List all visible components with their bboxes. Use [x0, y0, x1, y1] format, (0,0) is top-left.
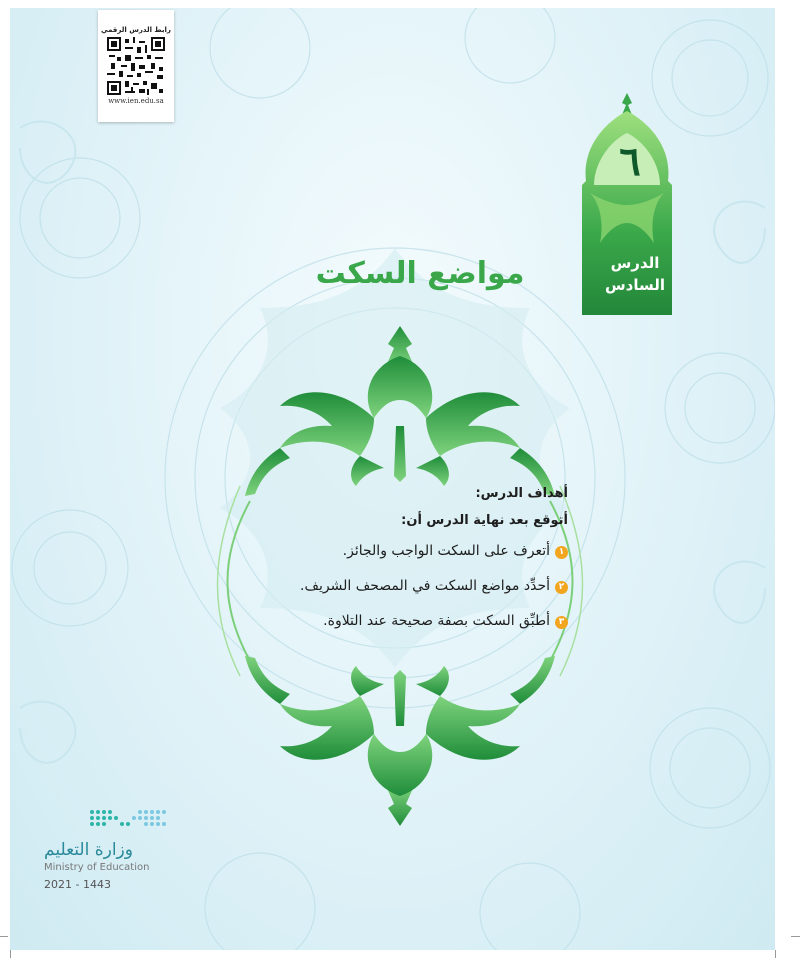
ministry-of-education-logo-icon [36, 806, 186, 840]
ministry-name-arabic: وزارة التعليم [44, 840, 133, 860]
lesson-goals [250, 486, 568, 647]
lesson-label-line2: السادس [604, 276, 666, 294]
goal-item [250, 577, 568, 595]
goal-text: أطبِّق السكت بصفة صحيحة عند التلاوة. [323, 613, 550, 629]
lesson-label-line1: الدرس [610, 254, 660, 272]
goal-number-badge: ٢ [555, 581, 568, 594]
ministry-name-english: Ministry of Education [44, 862, 150, 873]
lesson-title: مواضع السكت [315, 256, 525, 291]
goal-text: أحدِّد مواضع السكت في المصحف الشريف. [300, 578, 550, 594]
goal-number-badge: ١ [555, 546, 568, 559]
goal-item [250, 542, 568, 560]
crop-mark [0, 936, 8, 937]
crop-mark [10, 950, 11, 958]
goals-heading: أهداف الدرس: [475, 486, 568, 501]
goal-number-badge: ٣ [555, 616, 568, 629]
crop-mark [791, 936, 800, 937]
goal-text: أتعرف على السكت الواجب والجائز. [342, 543, 550, 559]
goal-item [250, 612, 568, 630]
lesson-number: ٦ [619, 138, 641, 185]
crop-mark [775, 950, 776, 958]
digital-lesson-qr-card[interactable] [98, 10, 174, 122]
edition-year: 2021 - 1443 [44, 878, 111, 891]
lesson-label [590, 252, 680, 296]
goals-subheading: أتوقع بعد نهاية الدرس أن: [401, 513, 568, 528]
qr-url[interactable]: www.ien.edu.sa [108, 97, 164, 105]
qr-title: رابط الدرس الرقمي [101, 26, 171, 34]
qr-code-icon[interactable] [107, 37, 165, 95]
